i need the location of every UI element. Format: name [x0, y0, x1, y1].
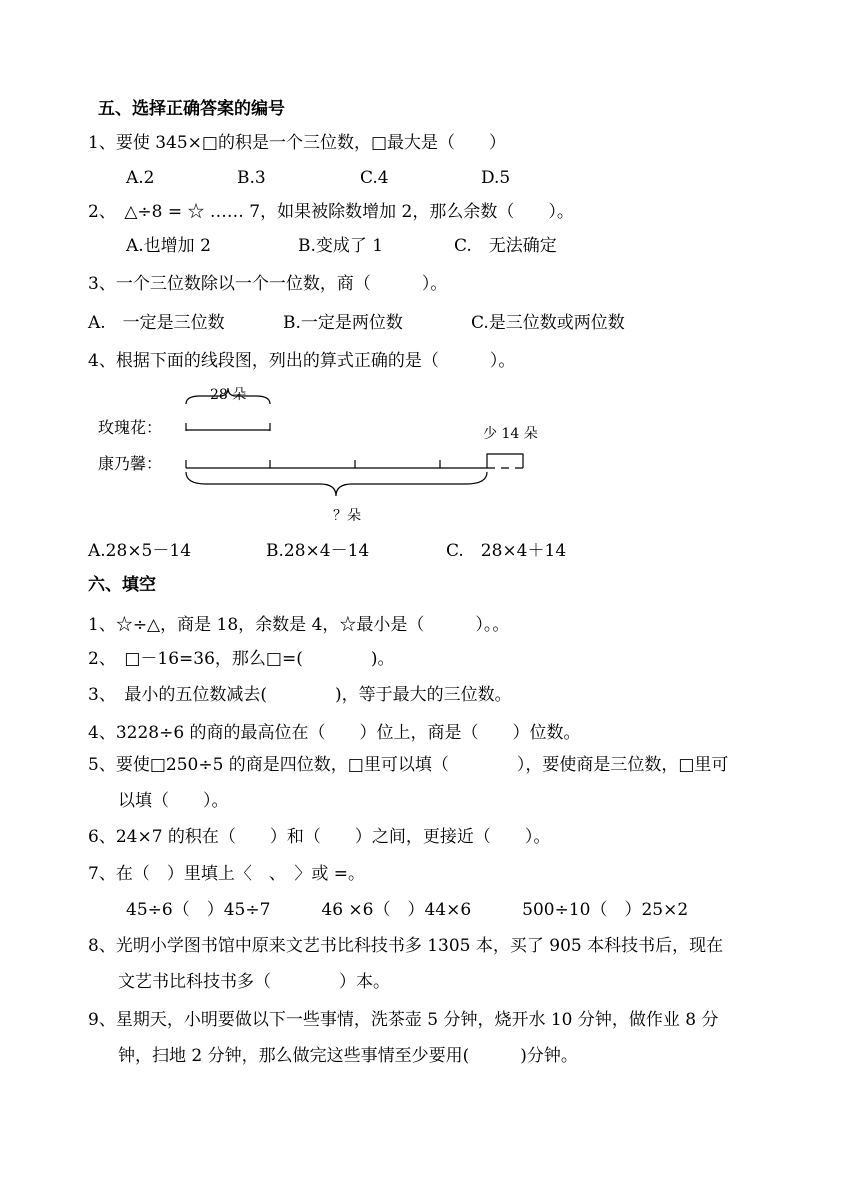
fill-item-8-cont: 文艺书比科技书多（ ）本。 — [118, 972, 390, 992]
fill-item-9: 9、星期天，小明要做以下一些事情，洗茶壶 5 分钟，烧开水 10 分钟，做作业 8 分 — [88, 1010, 719, 1030]
section-6-heading: 六、填空 — [88, 575, 156, 595]
q2-option-c: C. 无法确定 — [454, 236, 557, 256]
question-2-text: 2、 △÷8 = ☆ …… 7，如果被除数增加 2，那么余数（ ）。 — [88, 202, 574, 222]
bottom-brace-label: ？朵 — [333, 508, 361, 524]
question-1-text: 1、要使 345×□的积是一个三位数，□最大是（ ） — [88, 133, 507, 153]
section-5-heading: 五、选择正确答案的编号 — [98, 99, 285, 119]
q2-option-b: B.变成了 1 — [298, 236, 384, 256]
q3-option-c: C.是三位数或两位数 — [471, 313, 625, 333]
q4-option-b: B.28×4－14 — [266, 541, 370, 561]
q1-option-c: C.4 — [360, 168, 389, 188]
q4-option-c: C. 28×4＋14 — [446, 541, 567, 561]
rose-label: 玫瑰花： — [98, 418, 163, 437]
q1-option-d: D.5 — [481, 168, 511, 188]
q3-option-a: A. 一定是三位数 — [88, 313, 225, 333]
fill-item-1: 1、☆÷△，商是 18，余数是 4，☆最小是（ ）。。 — [88, 615, 510, 635]
fill-item-4: 4、3228÷6 的商的最高位在（ ）位上，商是（ ）位数。 — [88, 723, 581, 743]
fill-item-5: 5、要使□250÷5 的商是四位数，□里可以填（ ），要使商是三位数，□里可 — [88, 755, 729, 775]
question-4-text: 4、根据下面的线段图，列出的算式正确的是（ ）。 — [88, 351, 516, 371]
fill-item-8: 8、光明小学图书馆中原来文艺书比科技书多 1305 本，买了 905 本科技书后，现在 — [88, 936, 724, 956]
top-brace-label: 28 朵 — [210, 387, 247, 403]
fill-item-7-expressions: 45÷6（ ）45÷7 46 ×6（ ）44×6 500÷10（ ）25×2 — [126, 900, 689, 920]
q3-option-b: B.一定是两位数 — [283, 313, 403, 333]
fill-item-3: 3、 最小的五位数减去( )，等于最大的三位数。 — [88, 685, 512, 705]
question-3-text: 3、一个三位数除以一个一位数，商（ ）。 — [88, 274, 448, 294]
bottom-brace — [186, 472, 487, 496]
q1-option-a: A.2 — [126, 168, 155, 188]
fill-item-5-cont: 以填（ ）。 — [118, 791, 229, 811]
fill-item-2: 2、 □－16=36，那么□=( )。 — [88, 649, 395, 669]
q4-option-a: A.28×5－14 — [88, 541, 192, 561]
q1-option-b: B.3 — [237, 168, 266, 188]
q2-option-a: A.也增加 2 — [126, 236, 211, 256]
fill-item-6: 6、24×7 的积在（ ）和（ ）之间，更接近（ ）。 — [88, 827, 551, 847]
fill-item-7: 7、在（ ）里填上〈 、 〉或 =。 — [88, 864, 365, 884]
less-label: 少 14 朵 — [483, 426, 538, 442]
fill-item-9-cont: 钟，扫地 2 分钟，那么做完这些事情至少要用( )分钟。 — [118, 1046, 578, 1066]
line-segment-diagram — [0, 380, 860, 530]
carnation-label: 康乃馨： — [98, 454, 163, 473]
